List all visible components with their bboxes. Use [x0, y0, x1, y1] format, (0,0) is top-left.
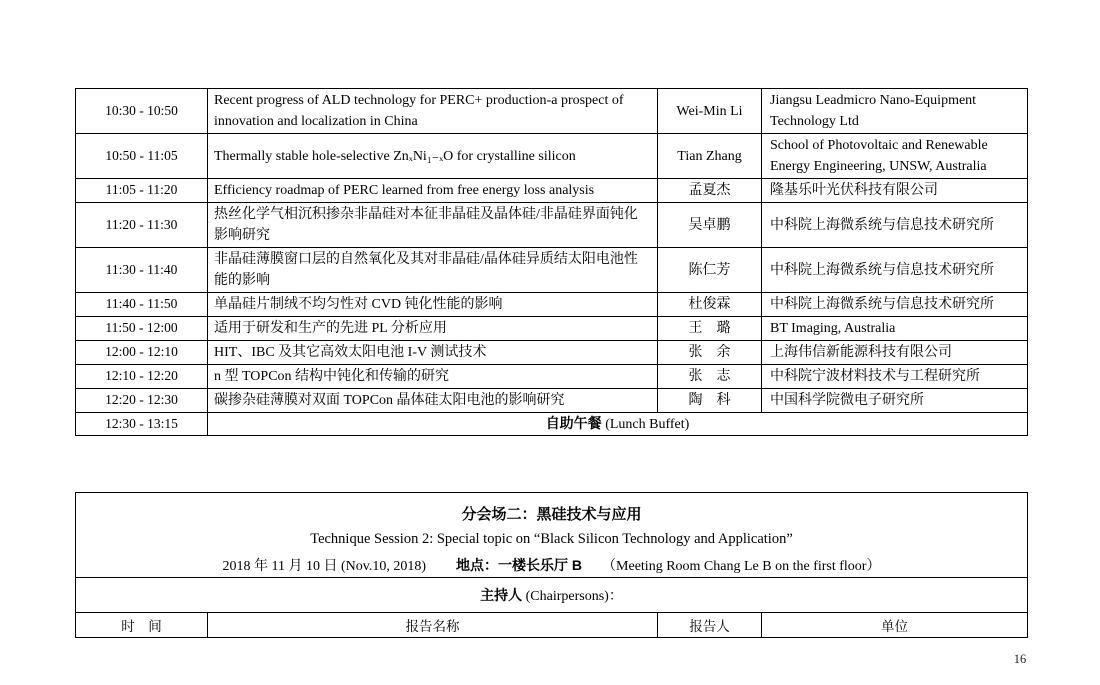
time-cell: 12:10 - 12:20 [76, 365, 208, 389]
affiliation-cell: School of Photovoltaic and Renewable Energy Engineering, UNSW, Australia [762, 134, 1028, 179]
session1-schedule-table [75, 88, 1028, 436]
session2-location-cn: 地点：一楼长乐厅 B [456, 556, 583, 573]
page-number: 16 [1013, 652, 1027, 666]
header-time: 时 间 [76, 613, 208, 638]
column-header-row [76, 613, 1028, 638]
title-cell: 非晶硅薄膜窗口层的自然氧化及其对非晶硅/晶体硅异质结太阳电池性能的影响 [208, 248, 658, 293]
presenter-cell: 陶 科 [658, 389, 762, 413]
chairpersons-cell [76, 578, 1028, 613]
table-row [76, 248, 1028, 293]
session2-title-en: Technique Session 2: Special topic on “Black Silicon Technology and Application” [310, 530, 793, 547]
table-row [76, 365, 1028, 389]
time-cell: 11:20 - 11:30 [76, 203, 208, 248]
presenter-cell: Tian Zhang [658, 134, 762, 179]
header-title: 报告名称 [208, 613, 658, 638]
chairpersons-row [76, 578, 1028, 613]
title-cell: 热丝化学气相沉积掺杂非晶硅对本征非晶硅及晶体硅/非晶硅界面钝化影响研究 [208, 203, 658, 248]
affiliation-cell: 中科院上海微系统与信息技术研究所 [762, 248, 1028, 293]
lunch-cell [208, 413, 1028, 436]
title-cell: 适用于研发和生产的先进 PL 分析应用 [208, 317, 658, 341]
presenter-cell: 张 志 [658, 365, 762, 389]
time-cell: 10:50 - 11:05 [76, 134, 208, 179]
time-cell: 12:20 - 12:30 [76, 389, 208, 413]
time-cell: 11:40 - 11:50 [76, 293, 208, 317]
table-row [76, 341, 1028, 365]
title-cell: n 型 TOPCon 结构中钝化和传输的研究 [208, 365, 658, 389]
lunch-row [76, 413, 1028, 436]
header-presenter: 报告人 [658, 613, 762, 638]
presenter-cell: 王 璐 [658, 317, 762, 341]
title-cell: 碳掺杂硅薄膜对双面 TOPCon 晶体硅太阳电池的影响研究 [208, 389, 658, 413]
title-cell: Recent progress of ALD technology for PERC+ production-a prospect of innovation and localization in China [208, 89, 658, 134]
affiliation-cell: 上海伟信新能源科技有限公司 [762, 341, 1028, 365]
session2-date: 2018 年 11 月 10 日 (Nov.10, 2018) [222, 558, 427, 574]
chairpersons-label-en: (Chairpersons)： [525, 589, 623, 604]
affiliation-cell: Jiangsu Leadmicro Nano-Equipment Technology Ltd [762, 89, 1028, 134]
time-cell: 10:30 - 10:50 [76, 89, 208, 134]
presenter-cell: 孟夏杰 [658, 179, 762, 203]
title-cell: Efficiency roadmap of PERC learned from free energy loss analysis [208, 179, 658, 203]
affiliation-cell: 中科院上海微系统与信息技术研究所 [762, 293, 1028, 317]
table-row [76, 179, 1028, 203]
affiliation-cell: 中国科学院微电子研究所 [762, 389, 1028, 413]
affiliation-cell: 中科院上海微系统与信息技术研究所 [762, 203, 1028, 248]
time-cell: 11:05 - 11:20 [76, 179, 208, 203]
presenter-cell: 杜俊霖 [658, 293, 762, 317]
table-row [76, 134, 1028, 179]
session2-title-row [76, 493, 1028, 578]
session2-title-cell [76, 493, 1028, 578]
session2-title-cn: 分会场二：黑硅技术与应用 [461, 505, 642, 523]
presenter-cell: Wei-Min Li [658, 89, 762, 134]
header-affiliation: 单位 [762, 613, 1028, 638]
title-cell: HIT、IBC 及其它高效太阳电池 I-V 测试技术 [208, 341, 658, 365]
lunch-label-cn: 自助午餐 [545, 415, 602, 431]
table-row [76, 293, 1028, 317]
time-cell: 11:30 - 11:40 [76, 248, 208, 293]
session2-header-table [75, 492, 1028, 638]
affiliation-cell: 中科院宁波材料技术与工程研究所 [762, 365, 1028, 389]
time-cell: 12:00 - 12:10 [76, 341, 208, 365]
table-row [76, 317, 1028, 341]
presenter-cell: 张 余 [658, 341, 762, 365]
table-row [76, 89, 1028, 134]
presenter-cell: 吴卓鹏 [658, 203, 762, 248]
session2-location-en: （Meeting Room Chang Le B on the first floor） [602, 558, 881, 574]
title-cell: 单晶硅片制绒不均匀性对 CVD 钝化性能的影响 [208, 293, 658, 317]
lunch-label-en: (Lunch Buffet) [605, 417, 690, 432]
chairpersons-label-cn: 主持人 [480, 587, 523, 603]
time-cell: 12:30 - 13:15 [76, 413, 208, 436]
time-cell: 11:50 - 12:00 [76, 317, 208, 341]
table-row [76, 203, 1028, 248]
session2-date-location [76, 555, 1027, 575]
affiliation-cell: BT Imaging, Australia [762, 317, 1028, 341]
affiliation-cell: 隆基乐叶光伏科技有限公司 [762, 179, 1028, 203]
table-row [76, 389, 1028, 413]
presenter-cell: 陈仁芳 [658, 248, 762, 293]
title-cell: Thermally stable hole-selective ZnₓNi₁₋ₓO for crystalline silicon [208, 134, 658, 179]
